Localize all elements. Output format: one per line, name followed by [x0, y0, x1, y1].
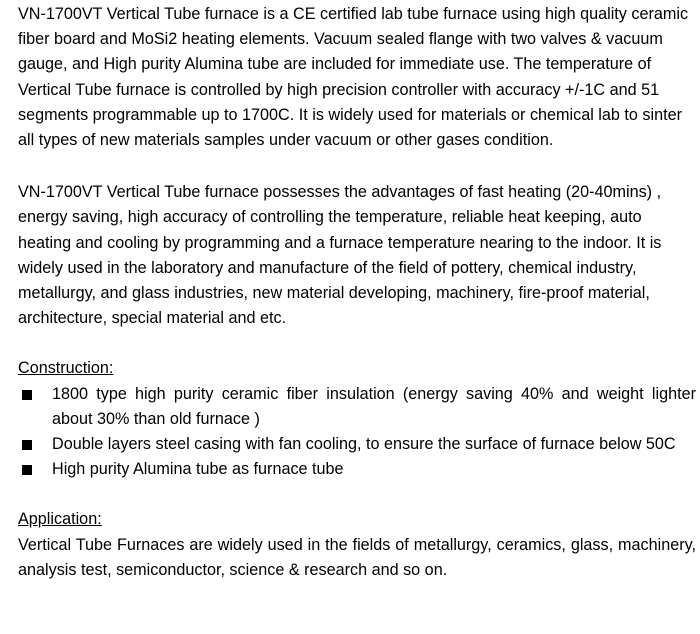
square-bullet-icon: [22, 465, 32, 475]
list-item: [18, 382, 696, 432]
intro-paragraph-1: VN-1700VT Vertical Tube furnace is a CE certified lab tube furnace using high quality ceramic fiber board and MoSi2 heating elements. Vacuum sealed flange with two valves & vacuum gauge, and High purity Alumina tube are included for immediate use. The temperature of Vertical Tube furnace is controlled by high precision controller with accuracy +/-1C and 51 segments programmable up to 1700C. It is widely used for materials or chemical lab to sinter all types of new materials samples under vacuum or other gases condition.: [18, 5, 689, 150]
list-item-text: High purity Alumina tube as furnace tube: [52, 460, 344, 479]
square-bullet-icon: [22, 390, 32, 400]
application-heading: Application:: [18, 510, 102, 529]
construction-list: [18, 382, 696, 483]
list-item: [18, 432, 696, 457]
construction-heading: Construction:: [18, 359, 114, 378]
intro-paragraph-2: VN-1700VT Vertical Tube furnace possesses the advantages of fast heating (20-40mins) , energy saving, high accuracy of controlling the temperature, reliable heat keeping, auto heating and cooling by programming and a furnace temperature nearing to the indoor. It is widely used in the laboratory and manufacture of the field of pottery, chemical industry, metallurgy, and glass industries, new material developing, machinery, fire-proof material, architecture, special material and etc.: [18, 183, 662, 328]
square-bullet-icon: [22, 440, 32, 450]
list-item-text: 1800 type high purity ceramic fiber insulation (energy saving 40% and weight lighter about 30% than old furnace ): [52, 384, 696, 428]
list-item-text: Double layers steel casing with fan cooling, to ensure the surface of furnace below 50C: [52, 435, 676, 454]
document-body: [18, 0, 696, 583]
application-text: Vertical Tube Furnaces are widely used in the fields of metallurgy, ceramics, glass, machinery, analysis test, semiconductor, science & research and so on.: [18, 535, 696, 579]
list-item: [18, 457, 696, 482]
